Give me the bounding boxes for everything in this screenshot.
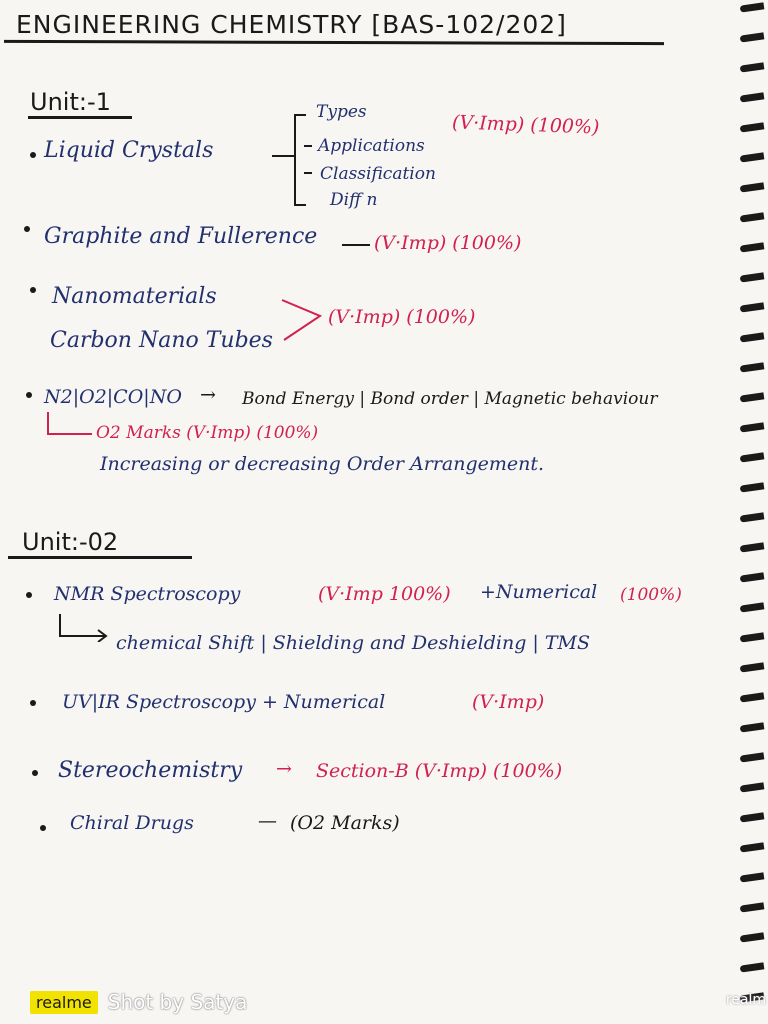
spiral-coil xyxy=(740,812,765,822)
nmr-label: NMR Spectroscopy xyxy=(54,583,241,605)
carbon-nanotubes-label: Carbon Nano Tubes xyxy=(50,328,273,353)
brace-tick xyxy=(304,145,312,147)
dash: — xyxy=(258,810,277,832)
liquid-crystals-tag: (V·Imp) (100%) xyxy=(451,111,600,139)
bullet xyxy=(32,770,38,776)
spiral-coil xyxy=(740,932,765,942)
spiral-coil xyxy=(740,152,765,162)
spiral-coil xyxy=(740,962,765,972)
unit-2-underline xyxy=(8,556,192,559)
spiral-coil xyxy=(740,362,765,372)
bullet xyxy=(40,825,46,831)
graphite-tag: (V·Imp) (100%) xyxy=(374,232,522,254)
spiral-coil xyxy=(740,512,765,522)
unit-1-heading: Unit:-1 xyxy=(30,88,111,116)
bullet xyxy=(30,152,36,158)
liquid-crystals-label: Liquid Crystals xyxy=(44,138,214,163)
spiral-coil xyxy=(740,482,765,492)
molecules-label: N2|O2|CO|NO xyxy=(44,386,182,408)
spiral-coil xyxy=(740,752,765,762)
brace-tick xyxy=(304,172,312,174)
dash xyxy=(342,244,370,246)
spiral-coil xyxy=(740,182,765,192)
chiral-drugs-marks: (O2 Marks) xyxy=(290,812,400,834)
spiral-coil xyxy=(740,212,765,222)
spiral-coil xyxy=(740,902,765,912)
arrow-icon: → xyxy=(276,758,292,780)
nmr-tag: (V·Imp 100%) xyxy=(318,583,451,605)
subtopic-types: Types xyxy=(316,102,367,122)
bullet xyxy=(26,592,32,598)
spiral-coil xyxy=(740,62,765,72)
bullet xyxy=(24,226,30,232)
spiral-binding xyxy=(734,0,768,1024)
camera-watermark xyxy=(30,990,247,1014)
shot-by-text: Shot by Satya xyxy=(107,990,248,1014)
bullet xyxy=(30,700,36,706)
spiral-coil xyxy=(740,302,765,312)
uvir-label: UV|IR Spectroscopy + Numerical xyxy=(62,691,386,713)
spiral-coil xyxy=(740,452,765,462)
subtopic-classification: Classification xyxy=(320,164,436,184)
spiral-coil xyxy=(740,2,765,12)
brace xyxy=(294,114,306,206)
spiral-coil xyxy=(740,242,765,252)
spiral-coil xyxy=(740,842,765,852)
arrow-icon: → xyxy=(200,384,216,406)
spiral-coil xyxy=(740,392,765,402)
chiral-drugs-label: Chiral Drugs xyxy=(70,812,194,834)
hook-arrow-icon xyxy=(56,612,112,642)
spiral-coil xyxy=(740,272,765,282)
bullet xyxy=(26,392,32,398)
bullet xyxy=(30,287,36,293)
spiral-coil xyxy=(740,872,765,882)
title-underline xyxy=(4,40,664,45)
spiral-coil xyxy=(740,542,765,552)
chevron-merge-icon xyxy=(280,296,330,344)
molecules-marks: O2 Marks (V·Imp) (100%) xyxy=(96,423,319,443)
nmr-detail: chemical Shift | Shielding and Deshielding | TMS xyxy=(116,632,590,654)
unit-2-heading: Unit:-02 xyxy=(22,528,119,556)
nanomaterials-label: Nanomaterials xyxy=(52,284,217,309)
spiral-coil xyxy=(740,92,765,102)
spiral-coil xyxy=(740,422,765,432)
nmr-numerical: +Numerical xyxy=(480,581,598,603)
spiral-coil xyxy=(740,602,765,612)
subtopic-difference: Diff n xyxy=(330,190,378,210)
corner-brand: realm xyxy=(725,992,766,1008)
spiral-coil xyxy=(740,572,765,582)
spiral-coil xyxy=(740,632,765,642)
stereochemistry-tag: Section-B (V·Imp) (100%) xyxy=(316,760,563,782)
spiral-coil xyxy=(740,662,765,672)
spiral-coil xyxy=(740,32,765,42)
graphite-label: Graphite and Fullerence xyxy=(44,224,318,249)
connector xyxy=(272,155,294,157)
subtopic-applications: Applications xyxy=(318,136,425,156)
spiral-coil xyxy=(740,122,765,132)
spiral-coil xyxy=(740,722,765,732)
molecules-detail: Bond Energy | Bond order | Magnetic behaviour xyxy=(242,389,658,409)
nanomaterials-tag: (V·Imp) (100%) xyxy=(328,306,476,328)
spiral-coil xyxy=(740,782,765,792)
stereochemistry-label: Stereochemistry xyxy=(58,758,243,783)
uvir-tag: (V·Imp) xyxy=(472,691,545,713)
unit-1-underline xyxy=(28,116,132,119)
page-title: ENGINEERING CHEMISTRY [BAS-102/202] xyxy=(16,10,567,39)
nmr-numerical-tag: (100%) xyxy=(620,585,682,605)
spiral-coil xyxy=(740,692,765,702)
spiral-coil xyxy=(740,332,765,342)
brand-badge: realme xyxy=(30,991,98,1014)
hook-arrow-icon xyxy=(44,410,96,440)
arrangement-note: Increasing or decreasing Order Arrangement. xyxy=(100,453,545,475)
